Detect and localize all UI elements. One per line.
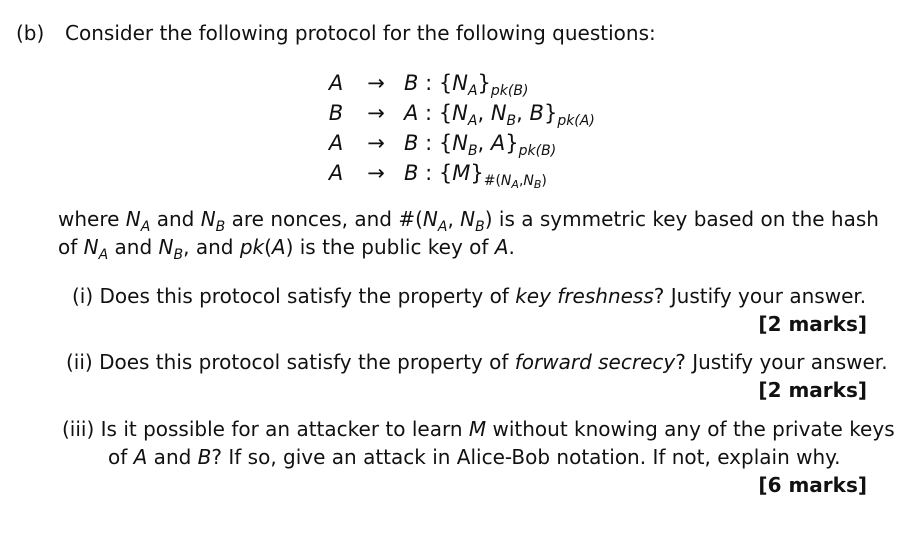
arrow-icon: →	[367, 101, 385, 125]
question-label: (ii)	[66, 350, 93, 374]
question-label: (iii)	[62, 417, 95, 441]
step-sender: A	[328, 131, 344, 155]
part-label: (b)	[16, 21, 45, 45]
step-message: B : {$N_B$, $A\}_{pk(B)}$	[404, 131, 557, 159]
where-line-1: where $N_A$ and $N_B$ are nonces, and $\#(N_A$, $N_B$) is a symmetric key based on the hash	[58, 207, 879, 235]
arrow-icon: →	[367, 131, 385, 155]
marks-iii: [6 marks]	[758, 473, 867, 497]
step-message: B : $\{M\}_{\#(N_A,N_B)}$	[404, 161, 547, 191]
step-sender: B	[328, 101, 344, 125]
step-sender: A	[328, 71, 344, 95]
step-sender: A	[328, 161, 344, 185]
arrow-icon: →	[367, 161, 385, 185]
marks-i: [2 marks]	[758, 312, 867, 336]
question-ii: (ii) Does this protocol satisfy the property of forward secrecy? Justify your answer.	[66, 350, 888, 374]
step-message: B : $\{N_A\}_{pk(B)}$	[404, 71, 529, 99]
marks-ii: [2 marks]	[758, 378, 867, 402]
step-message: A : {$N_A$, $N_B$, $B\}_{pk(A)}$	[404, 101, 595, 129]
intro-text: Consider the following protocol for the following questions:	[65, 21, 656, 45]
question-i: (i) Does this protocol satisfy the property of key freshness? Justify your answer.	[72, 284, 867, 308]
question-label: (i)	[72, 284, 94, 308]
part-heading	[16, 20, 656, 46]
arrow-icon: →	[367, 71, 385, 95]
question-iii: (iii) Is it possible for an attacker to learn M without knowing any of the private keys	[62, 417, 895, 441]
question-iii-cont: of A and B? If so, give an attack in Alice-Bob notation. If not, explain why.	[108, 445, 841, 469]
where-line-2: of $N_A$ and $N_B$, and pk(A) is the public key of A.	[58, 235, 515, 263]
